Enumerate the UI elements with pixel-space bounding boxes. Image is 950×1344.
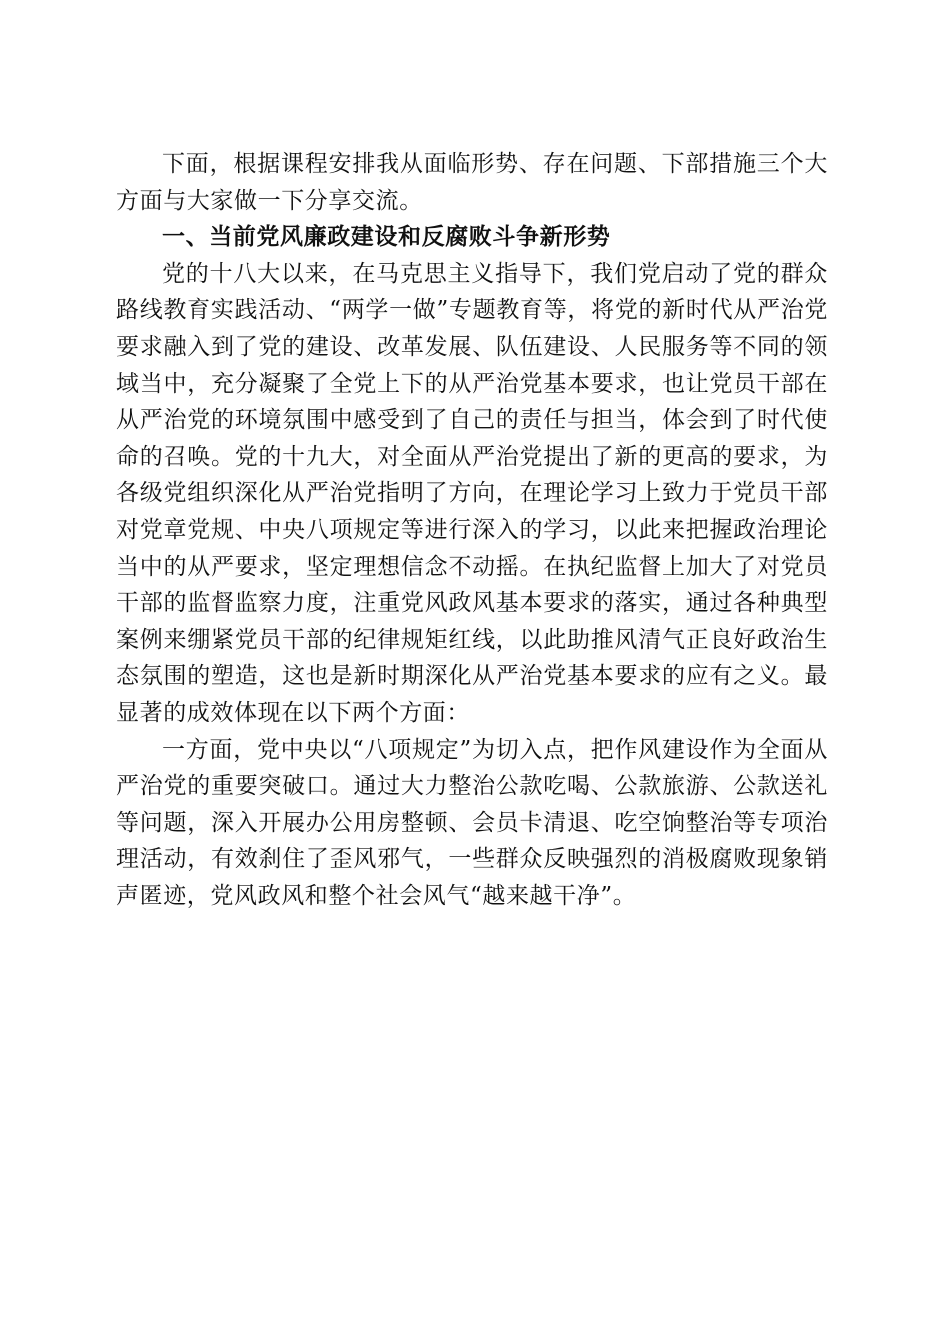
section-heading: 一、当前党风廉政建设和反腐败斗争新形势 (162, 223, 611, 251)
body-paragraph: 党的十八大以来，在马克思主义指导下，我们党启动了党的群众路线教育实践活动、“两学一做”专题教育等，将党的新时代从严治党要求融入到了党的建设、改革发展、队伍建设、人民服务等不同的领域当中，充分凝聚了全党上下的从严治党基本要求，也让党员干部在从严治党的环境氛围中感受到了自己的责任与担当，体会到了时代使命的召唤。党的十九大，对全面从严治党提出了新的更高的要求，为各级党组织深化从严治党指明了方向，在理论学习上致力于党员干部对党章党规、中央八项规定等进行深入的学习，以此来把握政治理论当中的从严要求，坚定理想信念不动摇。在执纪监督上加大了对党员干部的监督监察力度，注重党风政风基本要求的落实，通过各种典型案例来绷紧党员干部的纪律规矩红线，以此助推风清气正良好政治生态氛围的塑造，这也是新时期深化从严治党基本要求的应有之义。最显著的成效体现在以下两个方面： (116, 260, 828, 726)
document-page (116, 146, 828, 914)
body-paragraph: 一方面，党中央以“八项规定”为切入点，把作风建设作为全面从严治党的重要突破口。通过大力整治公款吃喝、公款旅游、公款送礼等问题，深入开展办公用房整顿、会员卡清退、吃空饷整治等专项治理活动，有效刹住了歪风邪气，一些群众反映强烈的消极腐败现象销声匿迹，党风政风和整个社会风气“越来越干净”。 (116, 736, 828, 909)
intro-paragraph: 下面，根据课程安排我从面临形势、存在问题、下部措施三个大方面与大家做一下分享交流。 (116, 151, 828, 214)
